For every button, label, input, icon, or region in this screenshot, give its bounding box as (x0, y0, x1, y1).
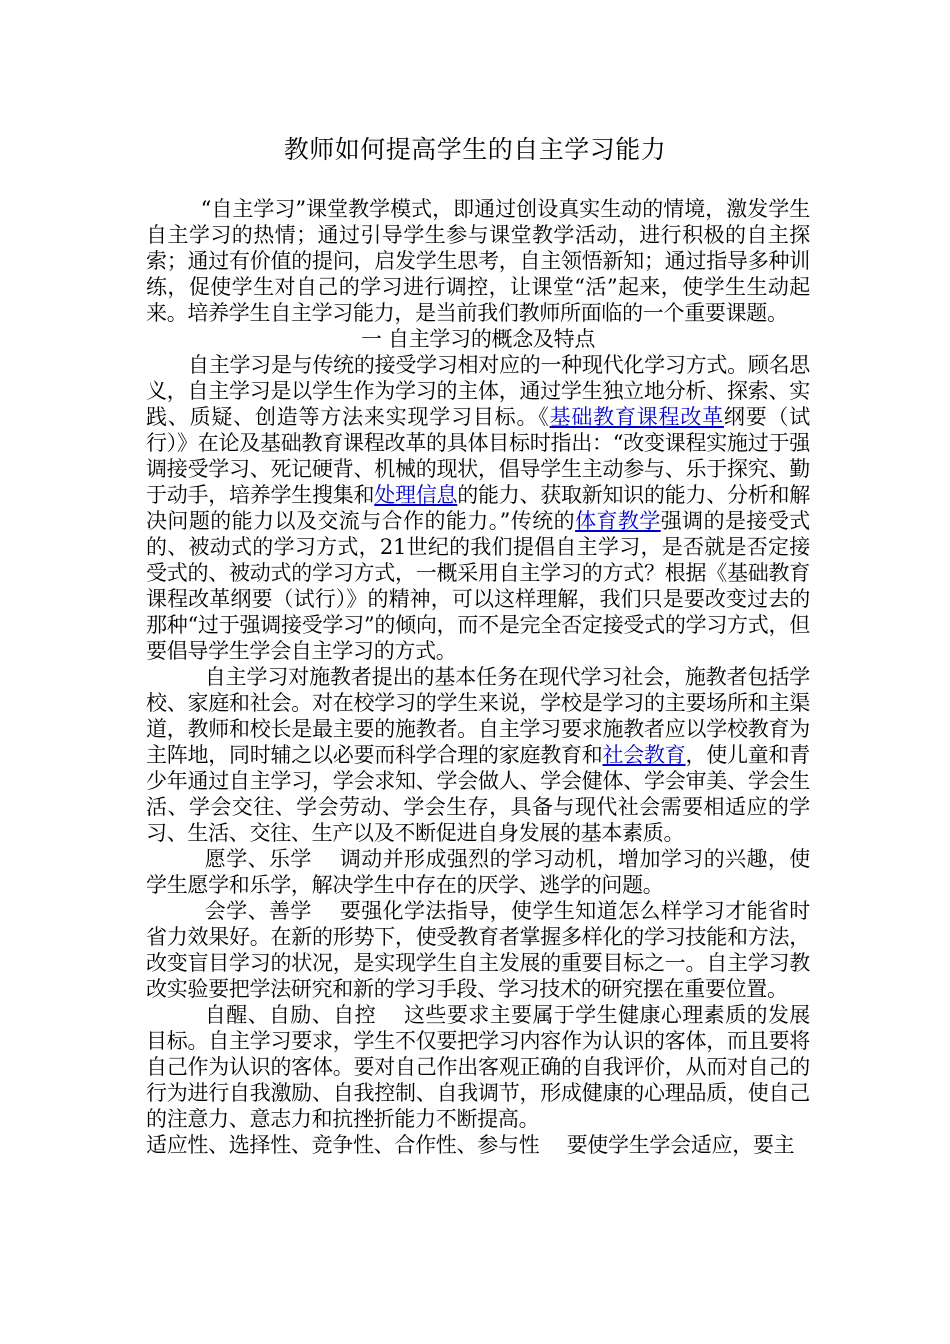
paragraph-text: 强调的是接受式的、被动式的学习方式，21世纪的我们提倡自主学习，是否就是否定接受式的、被动式的学习方式，一概采用自主学习的方式？根据《基础教育课程改革纲要（试行）》的精神，可以这样理解，我们只是要改变过去的那种“过于强调接受学习”的倾向，而不是完全否定接受式的学习方式，但要倡导学生学会自主学习的方式。 (146, 509, 810, 663)
adaptability-paragraph (146, 1132, 810, 1158)
link-information-processing[interactable]: 处理信息 (374, 483, 458, 507)
concept-paragraph (146, 352, 810, 664)
item-label: 愿学、乐学 (204, 847, 312, 871)
item-text: 调动并形成强烈的学习动机，增加学习的兴趣，使学生愿学和乐学，解决学生中存在的厌学、逃学的问题。 (146, 847, 811, 897)
item-text: 要使学生学会适应，要主 (566, 1133, 795, 1157)
tasks-paragraph (146, 664, 810, 846)
intro-paragraph: “自主学习”课堂教学模式，即通过创设真实生动的情境，激发学生自主学习的热情；通过引导学生参与课堂教学活动，进行积极的自主探索；通过有价值的提问，启发学生思考，自主领悟新知；通过指导多种训练，促使学生对自己的学习进行调控，让课堂“活”起来，使学生生动起来。培养学生自主学习能力，是当前我们教师所面临的一个重要课题。 (146, 197, 810, 325)
section-heading: 一 自主学习的概念及特点 (360, 327, 596, 351)
paragraph-text: 自主学习对施教者提出的基本任务在现代学习社会，施教者包括学校、家庭和社会。对在校学习的学生来说，学校是学习的主要场所和主渠道，教师和校长是最主要的施教者。自主学习要求施教者应以学校教育为主阵地，同时辅之以必要而科学合理的家庭教育和 (146, 665, 810, 767)
paragraph-text: 的能力、获取新知识的能力、分析和解决问题的能力以及交流与合作的能力。”传统的 (146, 483, 810, 533)
item-text: 要强化学法指导，使学生知道怎么样学习才能省时省力效果好。在新的形势下，使受教育者掌握多样化的学习技能和方法，改变盲目学习的状况，是实现学生自主发展的重要目标之一。自主学习教改实验要把学法研究和新的学习手段、学习技术的研究摆在重要位置。 (146, 899, 811, 1001)
link-social-education[interactable]: 社会教育 (602, 743, 686, 767)
item-label: 会学、善学 (204, 899, 312, 923)
willing-learning-paragraph (146, 846, 810, 898)
paragraph-text: 自主学习是与传统的接受学习相对应的一种现代化学习方式。顾名思义，自主学习是以学生作为学习的主体，通过学生独立地分析、探索、实践、质疑、创造等方法来实现学习目标。《 (146, 353, 810, 429)
document-body (146, 196, 810, 1158)
item-label: 适应性、选择性、竞争性、合作性、参与性 (146, 1133, 540, 1157)
item-label: 自醒、自励、自控 (204, 1003, 377, 1027)
document-title: 教师如何提高学生的自主学习能力 (283, 135, 667, 164)
skilled-learning-paragraph (146, 898, 810, 1002)
self-control-paragraph (146, 1002, 810, 1132)
paragraph-text: ，使儿童和青少年通过自主学习，学会求知、学会做人、学会健体、学会审美、学会生活、学会交往、学会劳动、学会生存，具备与现代社会需要相适应的学习、生活、交往、生产以及不断促进自身发展的基本素质。 (146, 743, 811, 845)
item-text: 这些要求主要属于学生健康心理素质的发展目标。自主学习要求，学生不仅要把学习内容作为认识的客体，而且要将自己作为认识的客体。要对自己作出客观正确的自我评价，从而对自己的行为进行自我激励、自我控制、自我调节，形成健康的心理品质，使自己的注意力、意志力和抗挫折能力不断提高。 (146, 1003, 810, 1131)
paragraph-text: 纲要（试行）》在论及基础教育课程改革的具体目标时指出：“改变课程实施过于强调接受学习、死记硬背、机械的现状，倡导学生主动参与、乐于探究、勤于动手，培养学生搜集和 (146, 405, 810, 507)
link-physical-education[interactable]: 体育教学 (575, 509, 661, 533)
link-basic-education-reform[interactable]: 基础教育课程改革 (549, 405, 724, 429)
